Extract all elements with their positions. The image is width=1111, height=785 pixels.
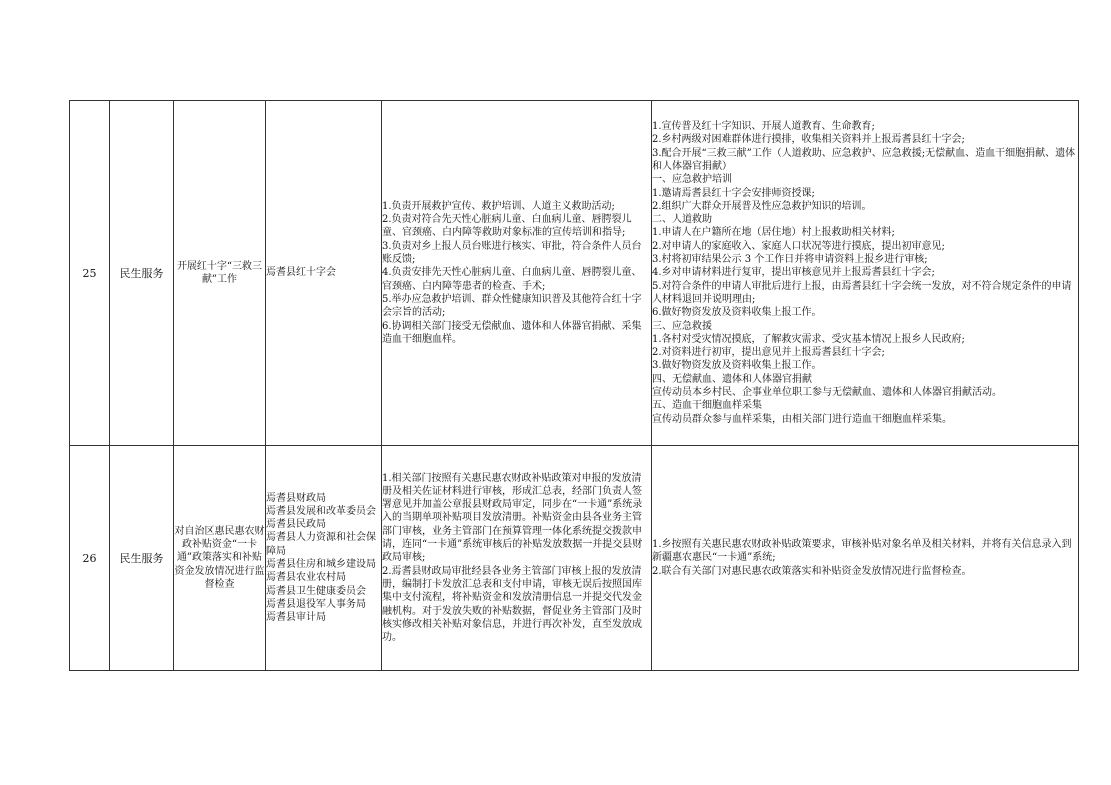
town-duty-line: 2.联合有关部门对惠民惠农政策落实和补贴资金发放情况进行监督检查。 [652,565,972,577]
duty-line: 1.负责开展救护宣传、救护培训、人道主义救助活动; [382,200,615,212]
town-duty-line: 一、应急救护培训 [652,174,732,186]
town-duty-line: 1.各村对受灾情况摸底，了解救灾需求、受灾基本情况上报乡人民政府; [652,333,965,345]
town-duties-cell [652,446,1079,671]
town-duty-line: 3.配合开展“三救三献”工作（人道救助、应急救护、应急救援;无偿献血、造血干细胞捐献、遗体和人体器官捐献） [652,147,1076,172]
department-line: 焉耆县发展和改革委员会 [266,505,376,517]
town-duty-line: 6.做好物资发放及资料收集上报工作。 [652,307,822,319]
town-duty-line: 2.对申请人的家庭收入、家庭人口状况等进行摸底，提出初审意见; [652,240,945,252]
department-line: 焉耆县卫生健康委员会 [266,585,366,597]
duty-line: 4.负责安排先天性心脏病儿童、白血病儿童、唇腭裂儿童、官颈癌、白内障等患者的检查、手术; [382,267,642,292]
town-duty-line: 2.乡村两级对困难群体进行摸排，收集相关资料并上报焉耆县红十字会; [652,134,965,146]
task-cell: 对自治区惠民惠农财政补贴资金“一卡通”政策落实和补贴资金发放情况进行监督检查 [174,446,266,671]
duty-line: 3.负责对乡上报人员台账进行核实、审批，符合条件人员台账反馈; [382,240,642,266]
town-duties-cell [652,101,1079,446]
town-duty-line: 宣传动员本乡村民、企事业单位职工参与无偿献血、遗体和人体器官捐献活动。 [652,387,1002,399]
town-duty-line: 1.申请人在户籍所在地（居住地）村上报救助相关材料; [652,227,895,239]
table-row [70,101,1079,446]
duty-line: 2.焉耆县财政局审批经县各业务主管部门审核上报的发放清册，编制打卡发放汇总表和支付申请，审核无误后按照国库集中支付流程，将补贴资金和发放清册信息一并提交代发金融机构。对于发放失败的补贴数据，督促业务主管部门及时核实修改相关补贴对象信息，并进行再次补发，直至发放成功。 [382,565,642,644]
duty-line: 5.举办应急救护培训、群众性健康知识普及其他符合红十字会宗旨的活动; [382,293,642,319]
town-duty-line: 1.邀请焉耆县红十字会安排师资授课; [652,187,815,199]
town-duty-line: 三、应急救援 [652,320,712,332]
department-line: 焉耆县审计局 [266,612,326,624]
duty-line: 2.负责对符合先天性心脏病儿童、白血病儿童、唇腭裂儿童、官颈癌、白内障等救助对象标准的宣传培训和指导; [382,214,632,239]
department-cell [266,101,382,446]
duty-line: 6.协调相关部门接受无偿献血、遗体和人体器官捐献、采集造血干细胞血样。 [382,320,642,345]
department-line: 焉耆县民政局 [266,519,326,531]
town-duty-line: 3.做好物资发放及资料收集上报工作。 [652,360,822,372]
department-line: 焉耆县红十字会 [266,267,336,279]
department-line: 焉耆县财政局 [266,492,326,504]
department-duties-cell [382,446,652,671]
category-cell: 民生服务 [110,446,174,671]
row-number: 25 [70,101,110,446]
town-duty-line: 1.乡按照有关惠民惠农财政补贴政策要求，审核补贴对象名单及相关材料，并将有关信息录入到新疆惠农惠民“一卡通”系统; [652,539,1072,564]
row-number: 26 [70,446,110,671]
town-duty-line: 2.对资料进行初审，提出意见并上报焉耆县红十字会; [652,347,885,359]
town-duty-line: 4.乡对申请材料进行复审，提出审核意见并上报焉耆县红十字会; [652,267,935,279]
department-duties-cell [382,101,652,446]
department-line: 焉耆县退役军人事务局 [266,598,366,610]
department-line: 焉耆县住房和城乡建设局 [266,559,376,570]
task-cell: 开展红十字“三救三献”工作 [174,101,266,446]
department-line: 焉耆县人力资源和社会保障局 [266,532,376,557]
table-row [70,446,1079,671]
category-cell: 民生服务 [110,101,174,446]
duty-line: 1.相关部门按照有关惠民惠农财政补贴政策对申报的发放清册及相关佐证材料进行审核，形成汇总表，经部门负责人签署意见并加盖公章报县财政局审定，同步在“一卡通”系统录入的当期单项补贴项目发放清册。补贴资金由县各业务主管部门审核，业务主管部门在预算管理一体化系统提交拨款申请，连同“一卡通”系统审核后的补贴发放数据一并提交县财政局审核; [382,472,643,564]
town-duty-line: 五、造血干细胞血样采集 [652,400,762,412]
town-duty-line: 1.宣传普及红十字知识、开展人道教育、生命教育; [652,121,875,133]
town-duty-line: 四、无偿献血、遗体和人体器官捐献 [652,373,812,385]
town-duty-line: 2.组织广大群众开展普及性应急救护知识的培训。 [652,200,872,212]
town-duty-line: 5.对符合条件的申请人审批后进行上报，由焉耆县红十字会统一发放，对不符合规定条件的申请人材料退回并说明理由; [652,280,1072,305]
town-duty-line: 宣传动员群众参与血样采集，由相关部门进行造血干细胞血样采集。 [652,413,952,425]
department-cell [266,446,382,671]
department-line: 焉耆县农业农村局 [266,572,346,584]
town-duty-line: 3.村将初审结果公示 3 个工作日并将申请资料上报乡进行审核; [652,254,928,266]
town-duty-line: 二、人道救助 [652,214,712,226]
responsibility-table [69,100,1079,671]
